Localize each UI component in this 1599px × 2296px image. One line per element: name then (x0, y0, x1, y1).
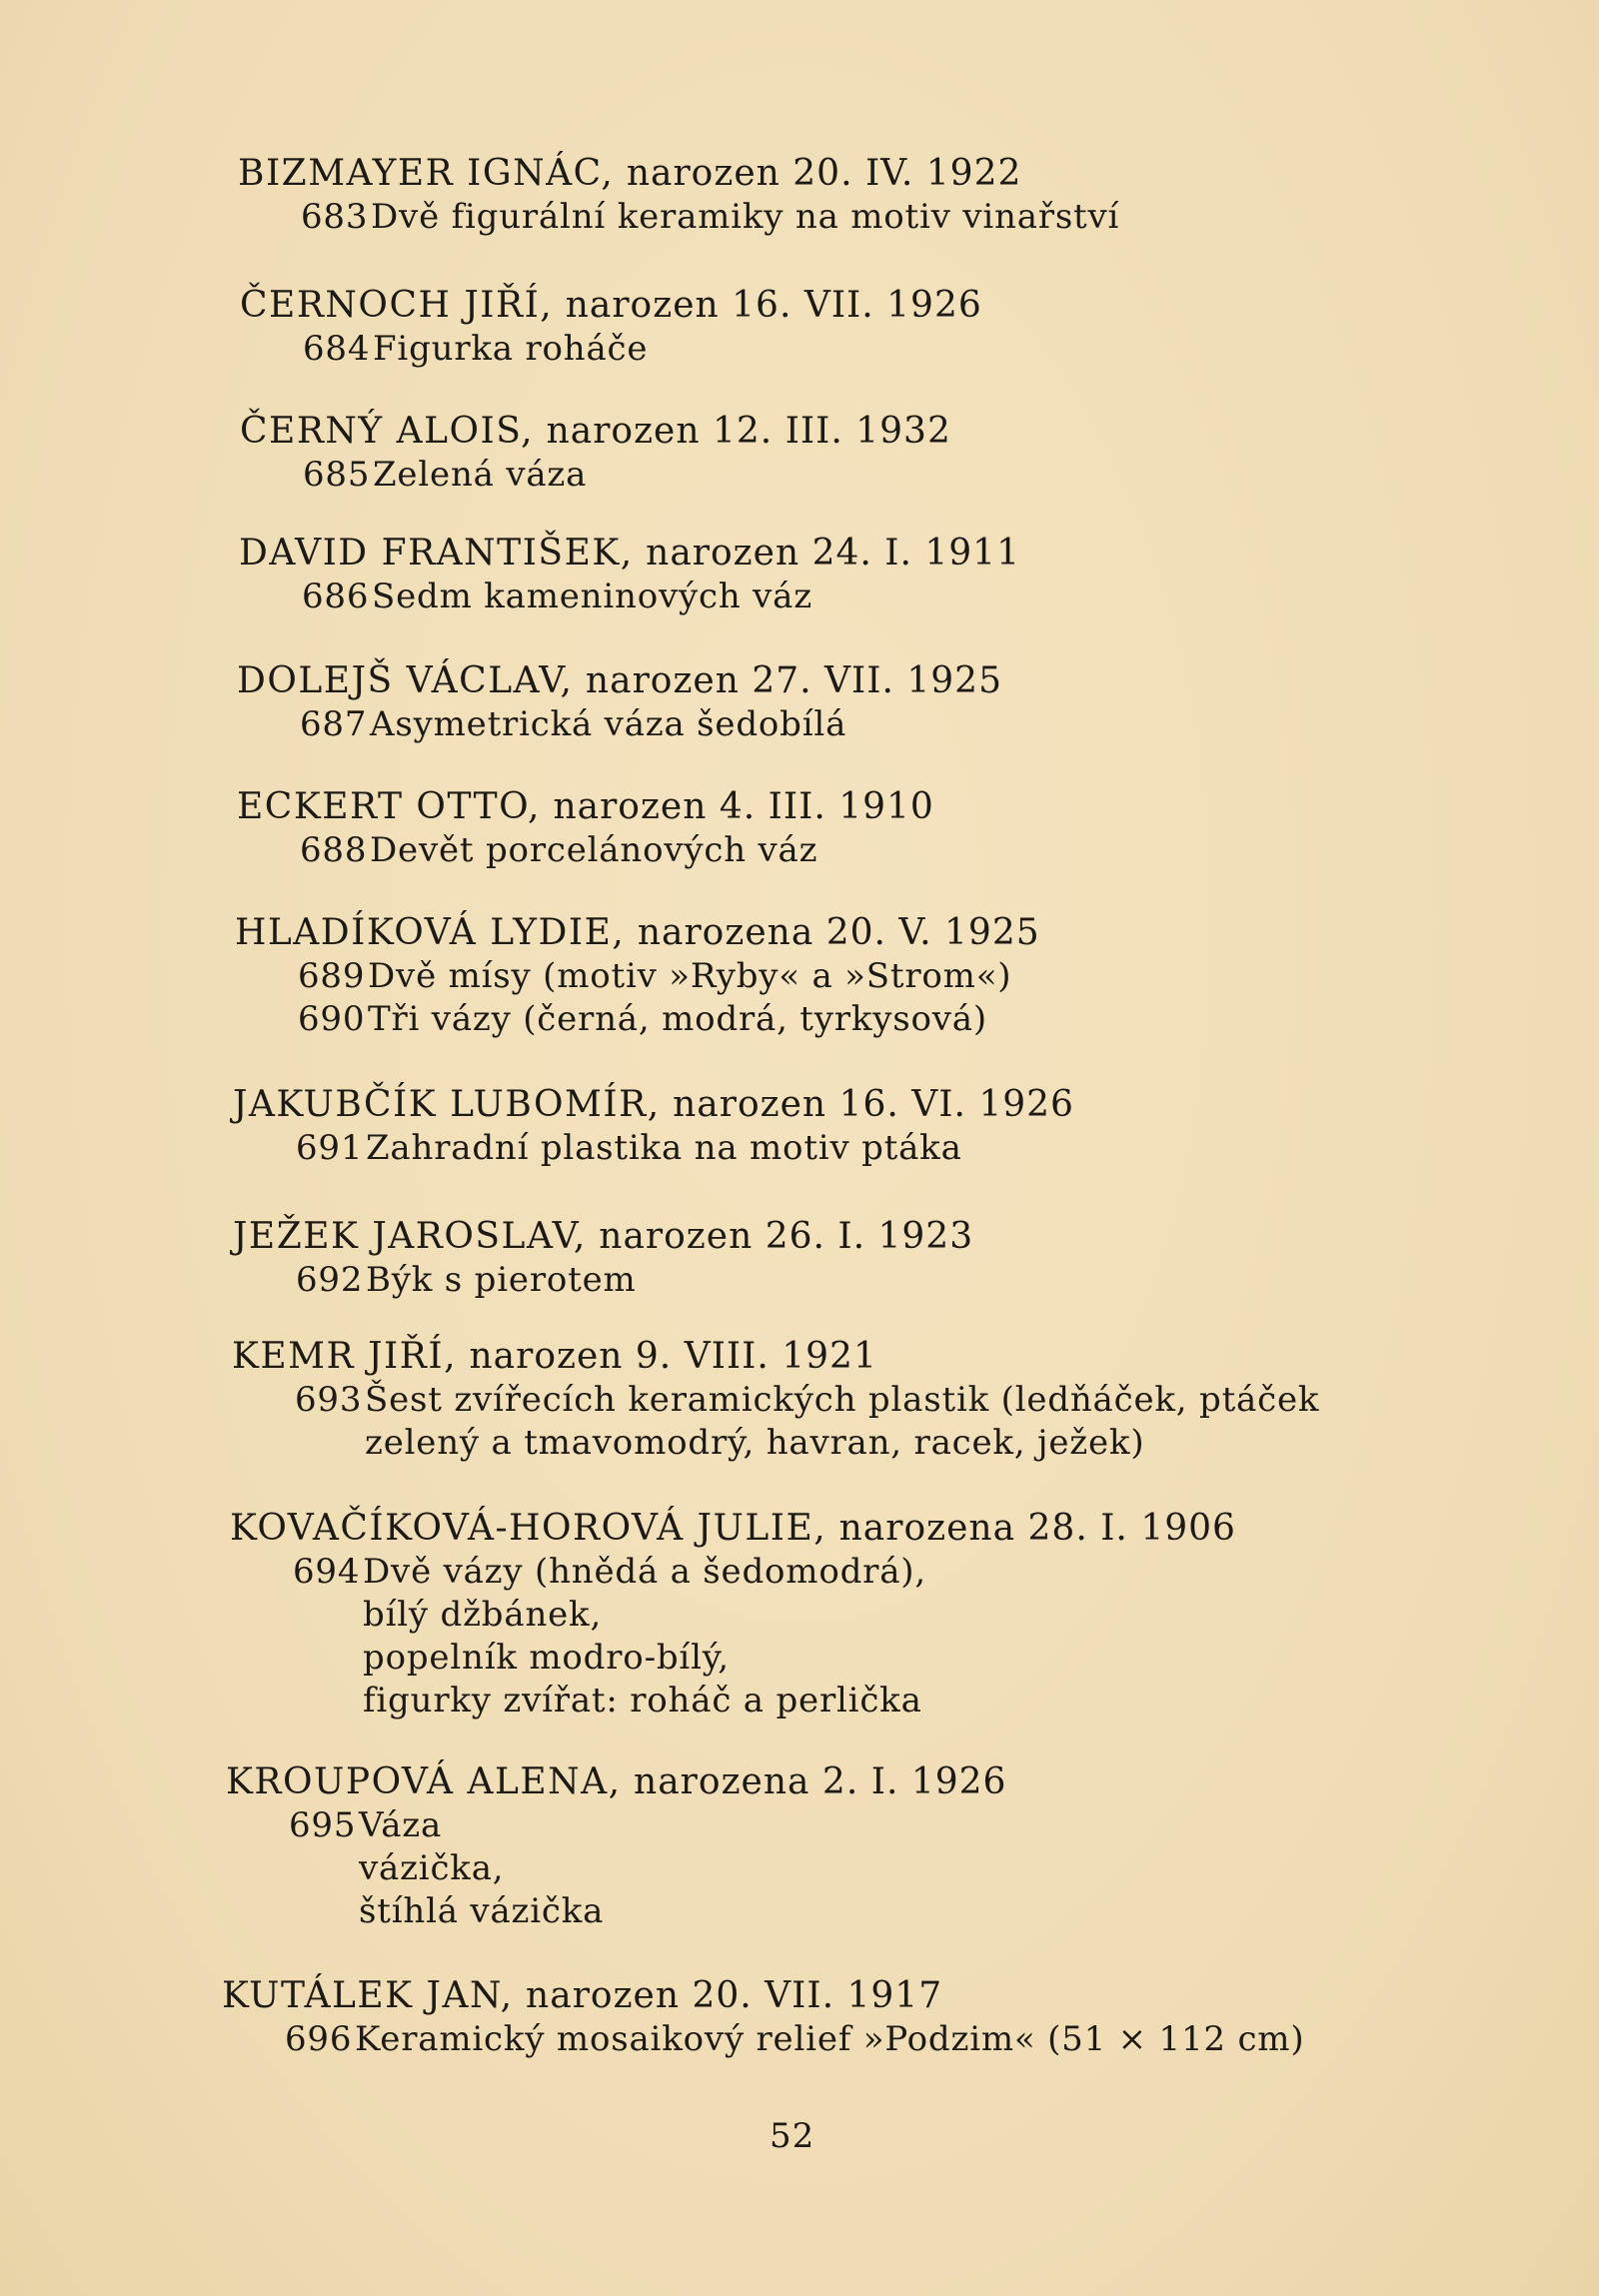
artist-entry (235, 911, 1040, 1041)
work-number: 693 (295, 1380, 363, 1420)
artist-heading (230, 1507, 1236, 1551)
work-title-continuation: figurky zvířat: roháč a perlička (363, 1681, 922, 1721)
work-number: 694 (293, 1552, 361, 1592)
artist-name: KEMR JIŘÍ, (232, 1336, 458, 1377)
artist-entry (233, 1083, 1074, 1170)
work-item (222, 2018, 1304, 2061)
work-item (235, 955, 1040, 998)
artist-birth: narozen 20. IV. 1922 (626, 153, 1022, 194)
work-number: 695 (289, 1805, 357, 1845)
artist-name: KUTÁLEK JAN, (222, 1975, 514, 2016)
work-title: Šest zvířecích keramických plastik (ledňáček, ptáček (365, 1380, 1320, 1420)
artist-entry (232, 1335, 1319, 1465)
page-number: 52 (770, 2116, 815, 2156)
artist-heading (238, 152, 1119, 196)
work-item (237, 829, 934, 872)
artist-entry (230, 1507, 1236, 1722)
artist-birth: narozen 9. VIII. 1921 (469, 1336, 877, 1377)
work-title: Tři vázy (černá, modrá, tyrkysová) (368, 999, 987, 1039)
artist-heading (237, 785, 934, 829)
artist-birth: narozena 20. V. 1925 (637, 912, 1040, 953)
work-title: Sedm kameninových váz (372, 576, 812, 616)
artist-name: HLADÍKOVÁ LYDIE, (235, 912, 626, 953)
artist-entry (222, 1974, 1304, 2061)
work-item (239, 575, 1020, 618)
work-item (230, 1551, 1236, 1594)
artist-heading (226, 1760, 1006, 1804)
work-title-continuation: bílý džbánek, (363, 1595, 603, 1635)
artist-name: KOVAČÍKOVÁ-HOROVÁ JULIE, (230, 1508, 827, 1549)
artist-heading (222, 1974, 1304, 2018)
artist-birth: narozen 26. I. 1923 (599, 1216, 974, 1257)
artist-heading (237, 659, 1002, 703)
work-number: 688 (300, 830, 368, 870)
artist-entry (233, 1215, 973, 1302)
artist-entry (226, 1760, 1006, 1933)
work-title: Zahradní plastika na motiv ptáka (366, 1128, 962, 1168)
artist-birth: narozen 4. III. 1910 (553, 786, 934, 827)
artist-heading (235, 911, 1040, 955)
work-item (238, 196, 1119, 239)
artist-birth: narozena 2. I. 1926 (634, 1761, 1007, 1802)
artist-name: JAKUBČÍK LUBOMÍR, (233, 1084, 661, 1125)
work-title-continuation: zelený a tmavomodrý, havran, racek, ježek) (365, 1423, 1145, 1463)
work-number: 684 (303, 329, 371, 369)
work-title: Figurka roháče (373, 329, 649, 369)
work-item (240, 328, 982, 371)
artist-birth: narozen 16. VI. 1926 (673, 1084, 1074, 1125)
artist-name: ČERNÝ ALOIS, (240, 411, 535, 452)
artist-birth: narozen 20. VII. 1917 (526, 1975, 943, 2016)
work-item (235, 998, 1040, 1041)
artist-name: DOLEJŠ VÁCLAV, (237, 660, 574, 701)
work-title: Váza (359, 1805, 443, 1845)
work-number: 687 (300, 704, 368, 744)
work-title: Asymetrická váza šedobílá (370, 704, 847, 744)
artist-name: KROUPOVÁ ALENA, (226, 1761, 622, 1802)
work-number: 689 (298, 956, 366, 996)
artist-name: BIZMAYER IGNÁC, (238, 153, 615, 194)
artist-heading (233, 1083, 1074, 1127)
artist-birth: narozena 28. I. 1906 (838, 1508, 1236, 1549)
artist-heading (240, 410, 951, 454)
artist-birth: narozen 27. VII. 1925 (585, 660, 1002, 701)
artist-heading (233, 1215, 973, 1259)
artist-entry (239, 532, 1020, 618)
work-title-continuation: štíhlá vázička (359, 1891, 605, 1931)
artist-entry (238, 152, 1119, 239)
artist-entry (240, 284, 982, 371)
work-title: Zelená váza (373, 455, 588, 495)
work-number: 686 (302, 576, 370, 616)
artist-name: ČERNOCH JIŘÍ, (240, 285, 554, 326)
artist-name: JEŽEK JAROSLAV, (233, 1216, 587, 1257)
artist-heading (232, 1335, 1319, 1379)
artist-birth: narozen 12. III. 1932 (546, 411, 951, 452)
work-item (232, 1379, 1319, 1422)
work-number: 683 (301, 197, 369, 237)
work-item (233, 1127, 1074, 1170)
artist-birth: narozen 24. I. 1911 (646, 533, 1020, 574)
work-item (237, 703, 1002, 746)
artist-name: DAVID FRANTIŠEK, (239, 533, 634, 574)
work-title-continuation: vázička, (359, 1848, 505, 1888)
work-title-continuation: popelník modro-bílý, (363, 1638, 730, 1678)
artist-name: ECKERT OTTO, (237, 786, 541, 827)
work-number: 690 (298, 999, 366, 1039)
artist-entry (237, 659, 1002, 746)
work-title: Dvě figurální keramiky na motiv vinařství (371, 197, 1120, 237)
artist-heading (240, 284, 982, 328)
work-number: 685 (303, 455, 371, 495)
artist-heading (239, 532, 1020, 575)
work-number: 691 (296, 1128, 364, 1168)
artist-entry (240, 410, 951, 497)
work-item (240, 454, 951, 497)
work-title: Dvě mísy (motiv »Ryby« a »Strom«) (368, 956, 1012, 996)
work-title: Býk s pierotem (366, 1260, 637, 1300)
work-title: Keramický mosaikový relief »Podzim« (51 × 112 cm) (355, 2019, 1305, 2059)
work-item (226, 1804, 1006, 1847)
work-number: 696 (285, 2019, 353, 2059)
artist-birth: narozen 16. VII. 1926 (565, 285, 982, 326)
work-item (233, 1259, 973, 1302)
work-title: Devět porcelánových váz (370, 830, 818, 870)
work-title: Dvě vázy (hnědá a šedomodrá), (363, 1552, 926, 1592)
work-number: 692 (296, 1260, 364, 1300)
artist-entry (237, 785, 934, 872)
